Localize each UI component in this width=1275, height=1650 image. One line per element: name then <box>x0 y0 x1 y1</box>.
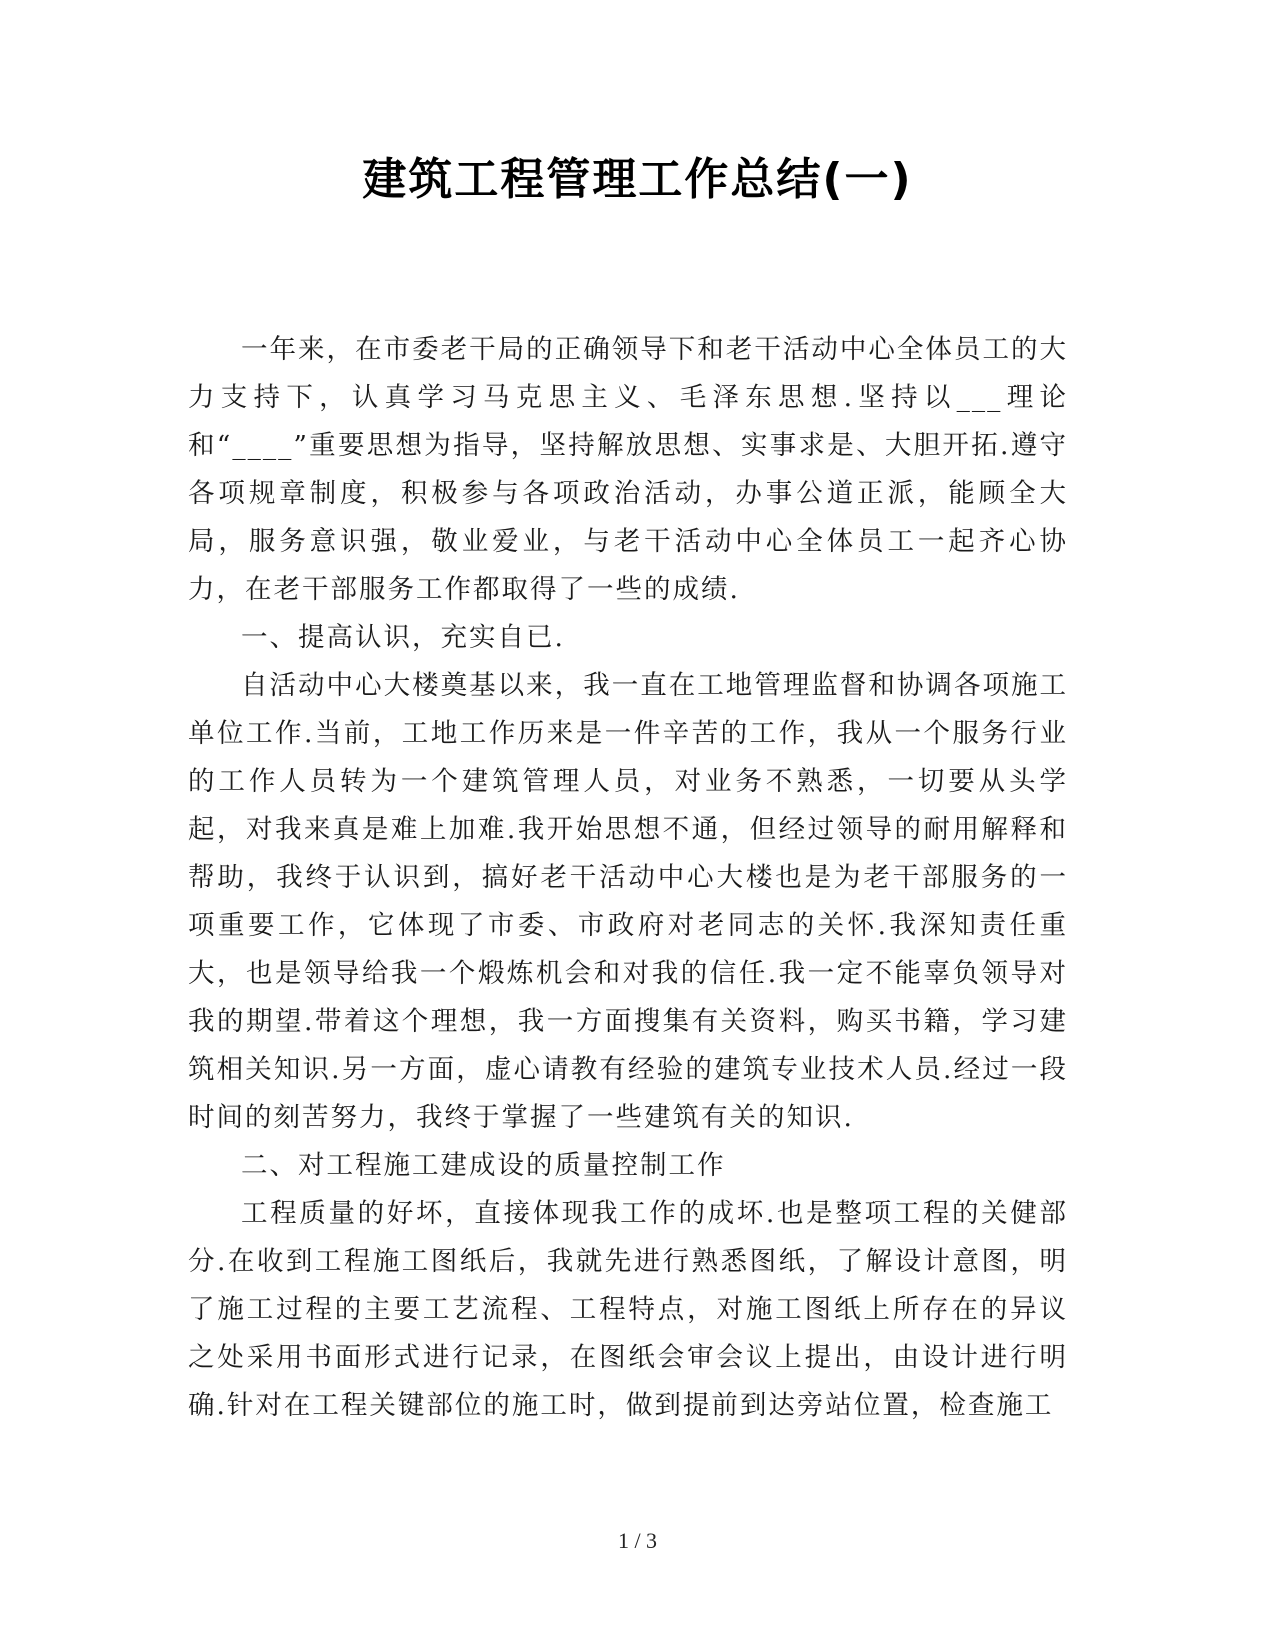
paragraph-intro: 一年来，在市委老干局的正确领导下和老干活动中心全体员工的大力支持下，认真学习马克思主义、毛泽东思想.坚持以___理论和“____”重要思想为指导，坚持解放思想、实事求是、大胆开拓.遵守各项规章制度，积极参与各项政治活动，办事公道正派，能顾全大局，服务意识强，敬业爱业，与老干活动中心全体员工一起齐心协力，在老干部服务工作都取得了一些的成绩. <box>188 334 1068 605</box>
paragraph-section-1: 自活动中心大楼奠基以来，我一直在工地管理监督和协调各项施工单位工作.当前，工地工作历来是一件辛苦的工作，我从一个服务行业的工作人员转为一个建筑管理人员，对业务不熟悉，一切要从头学起，对我来真是难上加难.我开始思想不通，但经过领导的耐用解释和帮助，我终于认识到，搞好老干活动中心大楼也是为老干部服务的一项重要工作，它体现了市委、市政府对老同志的关怀.我深知责任重大，也是领导给我一个煅炼机会和对我的信任.我一定不能辜负领导对我的期望.带着这个理想，我一方面搜集有关资料，购买书籍，学习建筑相关知识.另一方面，虚心请教有经验的建筑专业技术人员.经过一段时间的刻苦努力，我终于掌握了一些建筑有关的知识. <box>188 670 1068 1133</box>
document-body <box>188 326 1068 1430</box>
paragraph-section-2: 工程质量的好坏，直接体现我工作的成坏.也是整项工程的关健部分.在收到工程施工图纸后，我就先进行熟悉图纸，了解设计意图，明了施工过程的主要工艺流程、工程特点，对施工图纸上所存在的异议之处采用书面形式进行记录，在图纸会审会议上提出，由设计进行明确.针对在工程关键部位的施工时，做到提前到达旁站位置，检查施工 <box>188 1198 1068 1421</box>
document-title: 建筑工程管理工作总结(一) <box>362 154 913 205</box>
section-heading-1: 一、提高认识，充实自已. <box>241 622 565 653</box>
page-number: 1 / 3 <box>617 1528 658 1553</box>
section-heading-2: 二、对工程施工建成设的质量控制工作 <box>241 1150 726 1181</box>
